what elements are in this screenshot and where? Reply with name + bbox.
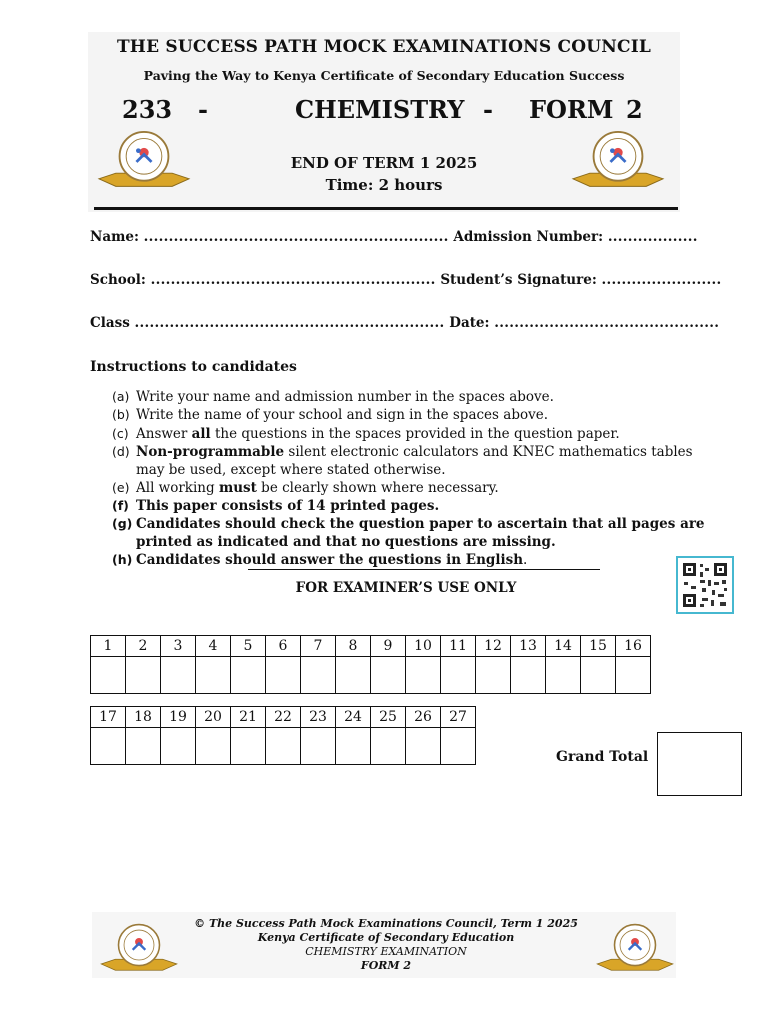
question-number: 8 — [336, 636, 371, 657]
score-cell[interactable] — [196, 728, 231, 765]
question-number: 12 — [476, 636, 511, 657]
question-number: 3 — [161, 636, 196, 657]
question-number: 14 — [546, 636, 581, 657]
school-label: School: — [90, 272, 146, 288]
question-number: 25 — [371, 707, 406, 728]
instruction-text: Write your name and admission number in the spaces above. — [136, 389, 554, 405]
question-number-row — [91, 707, 476, 728]
footer-exam-line: CHEMISTRY EXAMINATION — [305, 945, 467, 958]
header-divider — [94, 207, 678, 210]
question-number: 22 — [266, 707, 301, 728]
instruction-item — [112, 388, 554, 406]
instruction-text-part: be clearly shown where necessary. — [256, 480, 499, 496]
instruction-text — [136, 443, 693, 479]
question-number: 26 — [406, 707, 441, 728]
instruction-emphasis: all — [191, 426, 211, 442]
score-grid-17-27 — [90, 706, 476, 765]
name-label: Name: — [90, 229, 139, 245]
instruction-label: (f) — [112, 498, 129, 513]
class-field-row — [90, 315, 719, 331]
copyright-symbol: © — [194, 917, 206, 930]
title-dash-1: - — [198, 95, 208, 124]
score-cell[interactable] — [441, 657, 476, 694]
score-cell[interactable] — [371, 728, 406, 765]
instruction-label: (b) — [112, 407, 130, 422]
score-cell[interactable] — [336, 657, 371, 694]
instruction-item — [112, 497, 439, 515]
grand-total-label: Grand Total — [556, 749, 649, 765]
question-number: 20 — [196, 707, 231, 728]
question-number: 9 — [371, 636, 406, 657]
question-number: 1 — [91, 636, 126, 657]
score-entry-row — [91, 657, 651, 694]
name-input-line[interactable]: ............................................................. — [143, 229, 449, 245]
score-cell[interactable] — [476, 657, 511, 694]
instruction-text-part: Candidates should check the question paper to ascertain that all pages are — [136, 516, 705, 532]
score-cell[interactable] — [301, 657, 336, 694]
score-cell[interactable] — [546, 657, 581, 694]
instruction-text-part: printed as indicated and that no questions are missing. — [136, 534, 556, 550]
class-label: Class — [90, 315, 130, 331]
date-input-line[interactable]: ............................................. — [494, 315, 720, 331]
question-number: 6 — [266, 636, 301, 657]
score-cell[interactable] — [91, 657, 126, 694]
grand-total-box[interactable] — [657, 732, 742, 796]
score-cell[interactable] — [161, 657, 196, 694]
instruction-label: (c) — [112, 426, 129, 441]
school-field-row — [90, 272, 722, 288]
class-input-line[interactable]: .............................................................. — [134, 315, 445, 331]
score-cell[interactable] — [126, 728, 161, 765]
question-number: 5 — [231, 636, 266, 657]
instruction-text-part: silent electronic calculators and KNEC mathematics tables — [284, 444, 693, 460]
admission-input-line[interactable]: .................. — [607, 229, 698, 245]
question-number: 21 — [231, 707, 266, 728]
question-number: 2 — [126, 636, 161, 657]
question-number: 11 — [441, 636, 476, 657]
instruction-label: (e) — [112, 480, 130, 495]
instruction-item — [112, 515, 705, 551]
instruction-text-part: the questions in the spaces provided in the question paper. — [210, 426, 620, 442]
council-seal-logo-left — [92, 130, 196, 192]
instruction-item — [112, 443, 693, 479]
instruction-text: This paper consists of 14 printed pages. — [136, 498, 440, 514]
instruction-text-part: may be used, except where stated otherwise. — [136, 462, 446, 478]
instruction-text — [136, 515, 705, 551]
instruction-label: (d) — [112, 444, 130, 459]
instruction-item — [112, 406, 548, 424]
instruction-label: (g) — [112, 516, 133, 531]
instructions-title: Instructions to candidates — [90, 359, 297, 375]
score-cell[interactable] — [616, 657, 651, 694]
question-number: 27 — [441, 707, 476, 728]
examiner-divider — [248, 569, 600, 570]
signature-label: Student’s Signature: — [440, 272, 597, 288]
council-tagline: Paving the Way to Kenya Certificate of Secondary Education Success — [143, 68, 625, 83]
score-cell[interactable] — [301, 728, 336, 765]
instruction-text-part: . — [523, 552, 528, 568]
footer-council-line: The Success Path Mock Examinations Council, Term 1 2025 — [208, 917, 578, 930]
footer-copyright-line — [0, 917, 768, 930]
question-number: 13 — [511, 636, 546, 657]
score-cell[interactable] — [91, 728, 126, 765]
question-number-row — [91, 636, 651, 657]
instruction-item — [112, 425, 620, 443]
score-cell[interactable] — [406, 657, 441, 694]
subject-title: CHEMISTRY — [295, 95, 465, 124]
form-label: FORM — [529, 95, 614, 124]
instruction-text: Write the name of your school and sign in the spaces above. — [136, 407, 548, 423]
score-cell[interactable] — [161, 728, 196, 765]
question-number: 18 — [126, 707, 161, 728]
instruction-label: (a) — [112, 389, 130, 404]
instruction-emphasis: Candidates should answer the questions in English — [136, 552, 524, 568]
score-cell[interactable] — [231, 728, 266, 765]
question-number: 17 — [91, 707, 126, 728]
instruction-text-part: All working — [136, 480, 219, 496]
instruction-item — [112, 551, 527, 569]
score-cell[interactable] — [371, 657, 406, 694]
school-input-line[interactable]: ......................................................... — [150, 272, 436, 288]
question-number: 7 — [301, 636, 336, 657]
score-cell[interactable] — [406, 728, 441, 765]
instruction-text — [136, 425, 620, 443]
signature-input-line[interactable]: ........................ — [601, 272, 722, 288]
instruction-item — [112, 479, 499, 497]
score-cell[interactable] — [196, 657, 231, 694]
footer-kcse-line: Kenya Certificate of Secondary Education — [257, 931, 515, 944]
term-label: END OF TERM 1 2025 — [290, 154, 478, 172]
score-grid-1-16 — [90, 635, 651, 694]
instruction-label: (h) — [112, 552, 133, 567]
date-label: Date: — [449, 315, 490, 331]
question-number: 23 — [301, 707, 336, 728]
score-cell[interactable] — [266, 728, 301, 765]
instruction-text — [136, 479, 499, 497]
title-dash-2: - — [483, 95, 493, 124]
question-number: 4 — [196, 636, 231, 657]
question-number: 15 — [581, 636, 616, 657]
instruction-text-part: Answer — [136, 426, 192, 442]
score-cell[interactable] — [266, 657, 301, 694]
score-cell[interactable] — [511, 657, 546, 694]
score-cell[interactable] — [231, 657, 266, 694]
paper-code: 233 — [122, 95, 173, 124]
council-seal-logo-right — [566, 130, 670, 192]
admission-label: Admission Number: — [453, 229, 604, 245]
instruction-emphasis: Non-programmable — [136, 444, 285, 460]
score-cell[interactable] — [441, 728, 476, 765]
footer-form-line: FORM 2 — [360, 959, 412, 972]
form-number: 2 — [626, 95, 643, 124]
question-number: 19 — [161, 707, 196, 728]
instruction-text — [136, 551, 527, 569]
council-title: THE SUCCESS PATH MOCK EXAMINATIONS COUNCIL — [116, 37, 652, 57]
score-cell[interactable] — [336, 728, 371, 765]
score-cell[interactable] — [126, 657, 161, 694]
instruction-emphasis: must — [218, 480, 257, 496]
score-entry-row — [91, 728, 476, 765]
question-number: 16 — [616, 636, 651, 657]
score-cell[interactable] — [581, 657, 616, 694]
examiner-section-title: FOR EXAMINER’S USE ONLY — [295, 580, 517, 596]
name-field-row — [90, 229, 698, 245]
question-number: 10 — [406, 636, 441, 657]
qr-code-icon — [676, 556, 734, 614]
time-label: Time: 2 hours — [325, 176, 443, 194]
question-number: 24 — [336, 707, 371, 728]
